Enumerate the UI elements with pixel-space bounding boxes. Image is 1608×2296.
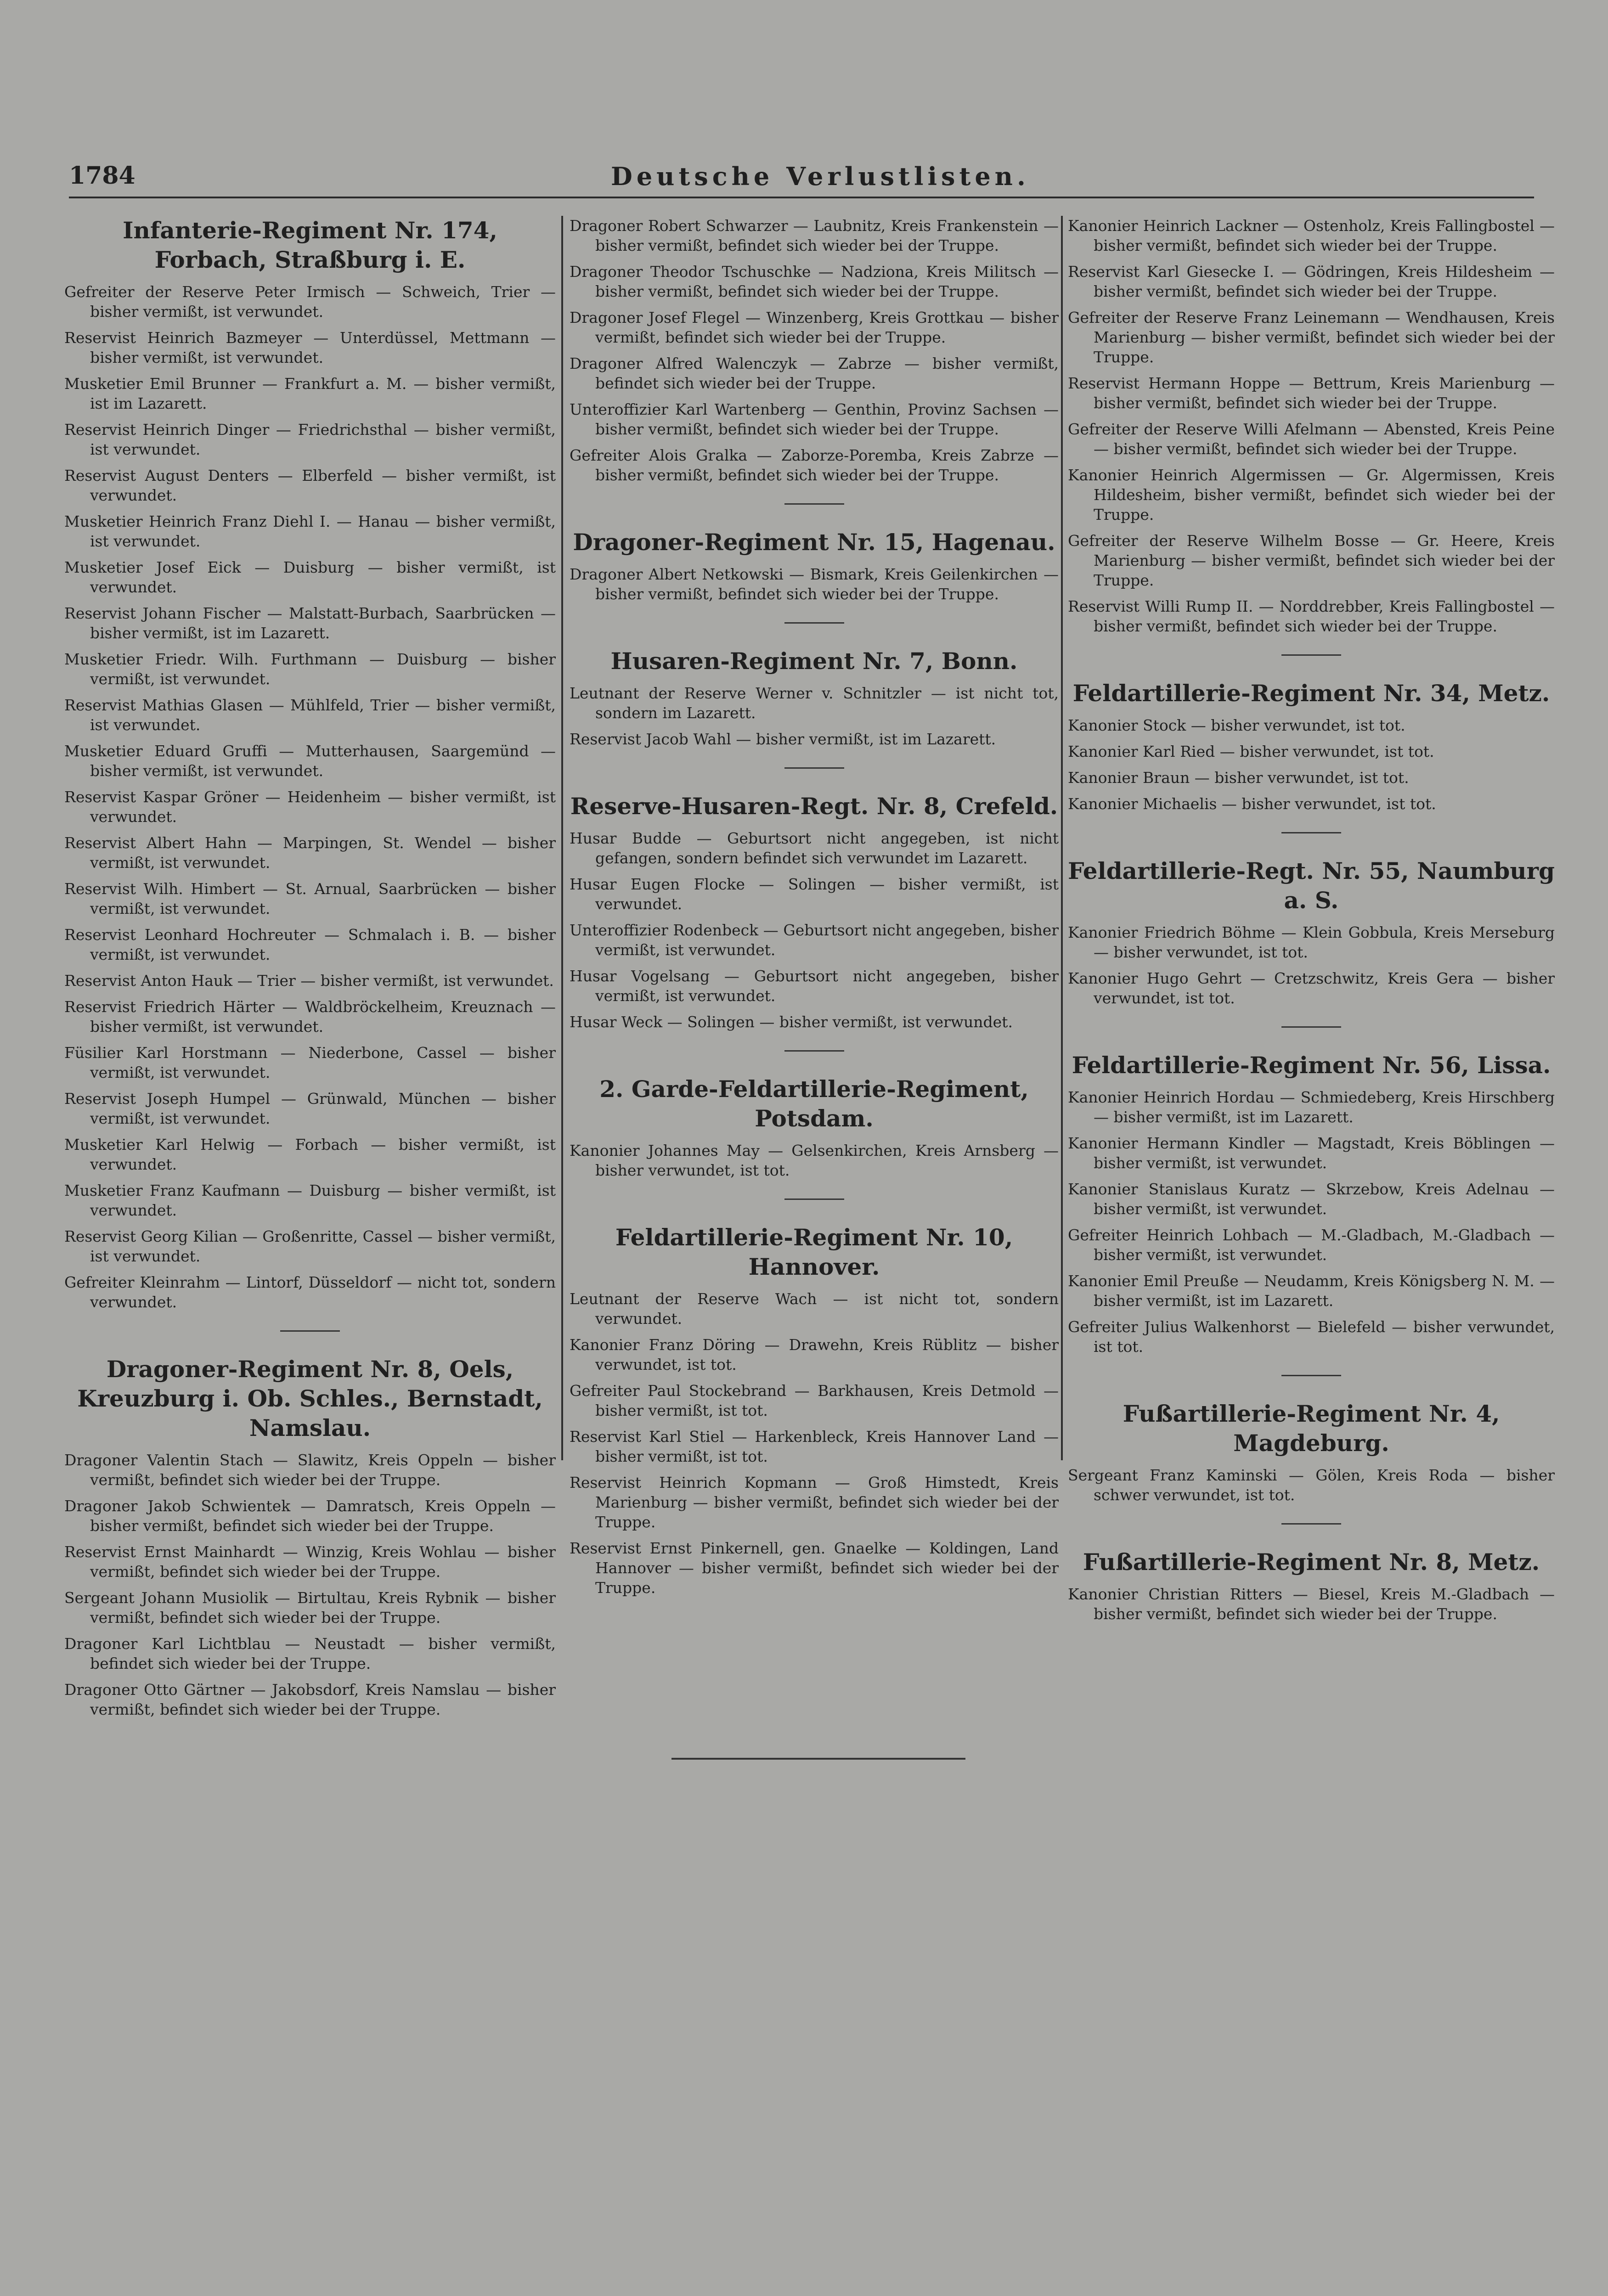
section-separator bbox=[1281, 654, 1341, 656]
casualty-entry: Reservist Anton Hauk — Trier — bisher vermißt, ist verwundet. bbox=[64, 972, 554, 990]
casualty-entry: Kanonier Emil Preuße — Neudamm, Kreis Königsberg N. M. — bisher vermißt, ist im Lazarett. bbox=[1068, 1272, 1555, 1310]
section-separator bbox=[1281, 832, 1341, 833]
regiment-section bbox=[64, 1355, 556, 1719]
regiment-section bbox=[1068, 1051, 1555, 1356]
casualty-entry: Kanonier Heinrich Lackner — Ostenholz, Kreis Fallingbostel — bisher vermißt, befindet sich wieder bei der Truppe. bbox=[1068, 217, 1555, 254]
casualty-entry: Gefreiter Paul Stockebrand — Barkhausen, Kreis Detmold — bisher vermißt, ist tot. bbox=[570, 1382, 1059, 1419]
section-separator bbox=[1281, 1375, 1341, 1376]
regiment-section bbox=[570, 647, 1059, 749]
casualty-entry: Reservist Hermann Hoppe — Bettrum, Kreis Marienburg — bisher vermißt, befindet sich wieder bei der Truppe. bbox=[1068, 374, 1555, 412]
casualty-entry: Reservist Joseph Humpel — Grünwald, München — bisher vermißt, ist verwundet. bbox=[64, 1090, 556, 1127]
regiment-heading: Feldartillerie-Regt. Nr. 55, Naumburg a. S. bbox=[1068, 857, 1555, 914]
casualty-entry: Gefreiter Kleinrahm — Lintorf, Düsseldorf — nicht tot, sondern verwundet. bbox=[64, 1273, 556, 1311]
casualty-entry: Kanonier Friedrich Böhme — Klein Gobbula, Kreis Merseburg — bisher verwundet, ist tot. bbox=[1068, 923, 1555, 961]
casualty-entry: Dragoner Otto Gärtner — Jakobsdorf, Kreis Namslau — bisher vermißt, befindet sich wieder bei der Truppe. bbox=[64, 1681, 556, 1718]
column-divider bbox=[1061, 216, 1063, 1460]
casualty-entry: Dragoner Alfred Walenczyk — Zabrze — bisher vermißt, befindet sich wieder bei der Truppe. bbox=[570, 355, 1059, 392]
casualty-entry: Kanonier Hermann Kindler — Magstadt, Kreis Böblingen — bisher vermißt, ist verwundet. bbox=[1068, 1134, 1555, 1172]
casualty-entry: Musketier Franz Kaufmann — Duisburg — bisher vermißt, ist verwundet. bbox=[64, 1182, 556, 1219]
casualty-entry: Reservist Karl Stiel — Harkenbleck, Kreis Hannover Land — bisher vermißt, ist tot. bbox=[570, 1428, 1059, 1465]
casualty-entry: Reservist Kaspar Gröner — Heidenheim — bisher vermißt, ist verwundet. bbox=[64, 788, 556, 826]
regiment-heading: Husaren-Regiment Nr. 7, Bonn. bbox=[610, 647, 1018, 675]
regiment-heading: Reserve-Husaren-Regt. Nr. 8, Crefeld. bbox=[570, 793, 1058, 820]
section-separator bbox=[1281, 1523, 1341, 1525]
casualty-entry: Reservist Friedrich Härter — Waldbröckelheim, Kreuznach — bisher vermißt, ist verwundet. bbox=[64, 998, 556, 1035]
casualty-entry: Gefreiter der Reserve Franz Leinemann — Wendhausen, Kreis Marienburg — bisher vermißt, befindet sich wieder bei der Truppe. bbox=[1068, 309, 1555, 366]
casualty-entry: Dragoner Valentin Stach — Slawitz, Kreis Oppeln — bisher vermißt, befindet sich wieder bei der Truppe. bbox=[64, 1451, 556, 1489]
casualty-entry: Gefreiter Alois Gralka — Zaborze-Poremba, Kreis Zabrze — bisher vermißt, befindet sich wieder bei der Truppe. bbox=[570, 446, 1059, 484]
regiment-heading: Infanterie-Regiment Nr. 174, Forbach, Straßburg i. E. bbox=[123, 217, 497, 273]
regiment-heading: Fußartillerie-Regiment Nr. 8, Metz. bbox=[1083, 1548, 1540, 1576]
casualty-entry: Unteroffizier Karl Wartenberg — Genthin, Provinz Sachsen — bisher vermißt, befindet sich wieder bei der Truppe. bbox=[570, 400, 1059, 438]
casualty-entry: Kanonier Stanislaus Kuratz — Skrzebow, Kreis Adelnau — bisher vermißt, ist verwundet. bbox=[1068, 1180, 1555, 1218]
regiment-section bbox=[1068, 679, 1555, 814]
regiment-section bbox=[570, 216, 1059, 485]
casualty-entry: Reservist Willi Rump II. — Norddrebber, Kreis Fallingbostel — bisher vermißt, befindet sich wieder bei der Truppe. bbox=[1068, 597, 1555, 635]
casualty-entry: Reservist Jacob Wahl — bisher vermißt, ist im Lazarett. bbox=[570, 730, 996, 748]
regiment-section bbox=[570, 1075, 1059, 1180]
page-number: 1784 bbox=[69, 162, 135, 190]
casualty-entry: Füsilier Karl Horstmann — Niederbone, Cassel — bisher vermißt, ist verwundet. bbox=[64, 1044, 556, 1081]
casualty-entry: Reservist Heinrich Dinger — Friedrichsthal — bisher vermißt, ist verwundet. bbox=[64, 421, 556, 458]
casualty-entry: Leutnant der Reserve Wach — ist nicht tot, sondern verwundet. bbox=[570, 1290, 1059, 1328]
regiment-heading: Feldartillerie-Regiment Nr. 34, Metz. bbox=[1072, 680, 1550, 707]
casualty-entry: Dragoner Robert Schwarzer — Laubnitz, Kreis Frankenstein — bisher vermißt, befindet sich wieder bei der Truppe. bbox=[570, 217, 1059, 254]
casualty-entry: Reservist Karl Giesecke I. — Gödringen, Kreis Hildesheim — bisher vermißt, befindet sich wieder bei der Truppe. bbox=[1068, 263, 1555, 300]
page-header bbox=[69, 162, 1539, 194]
casualty-entry: Leutnant der Reserve Werner v. Schnitzler — ist nicht tot, sondern im Lazarett. bbox=[570, 684, 1059, 722]
regiment-heading: Fußartillerie-Regiment Nr. 4, Magdeburg. bbox=[1123, 1400, 1500, 1457]
casualty-entry: Husar Budde — Geburtsort nicht angegeben, ist nicht gefangen, sondern befindet sich verwundet im Lazarett. bbox=[570, 829, 1059, 867]
casualty-entry: Sergeant Johann Musiolik — Birtultau, Kreis Rybnik — bisher vermißt, befindet sich wieder bei der Truppe. bbox=[64, 1589, 556, 1626]
casualty-entry: Reservist Wilh. Himbert — St. Arnual, Saarbrücken — bisher vermißt, ist verwundet. bbox=[64, 880, 556, 917]
casualty-entry: Musketier Josef Eick — Duisburg — bisher vermißt, ist verwundet. bbox=[64, 558, 556, 596]
section-separator bbox=[784, 767, 844, 769]
casualty-entry: Reservist Ernst Pinkernell, gen. Gnaelke — Koldingen, Land Hannover — bisher vermißt, befindet sich wieder bei der Truppe. bbox=[570, 1539, 1059, 1597]
regiment-section bbox=[570, 1223, 1059, 1598]
casualty-entry: Musketier Heinrich Franz Diehl I. — Hanau — bisher vermißt, ist verwundet. bbox=[64, 512, 556, 550]
regiment-section bbox=[1068, 1548, 1555, 1624]
section-separator bbox=[1281, 1026, 1341, 1028]
casualty-entry: Husar Weck — Solingen — bisher vermißt, ist verwundet. bbox=[570, 1013, 1013, 1031]
casualty-entry: Sergeant Franz Kaminski — Gölen, Kreis Roda — bisher schwer verwundet, ist tot. bbox=[1068, 1466, 1555, 1504]
casualty-entry: Husar Vogelsang — Geburtsort nicht angegeben, bisher vermißt, ist verwundet. bbox=[570, 967, 1059, 1005]
casualty-entry: Kanonier Johannes May — Gelsenkirchen, Kreis Arnsberg — bisher verwundet, ist tot. bbox=[570, 1142, 1059, 1179]
casualty-entry: Reservist Heinrich Kopmann — Groß Himstedt, Kreis Marienburg — bisher vermißt, befindet sich wieder bei der Truppe. bbox=[570, 1474, 1059, 1531]
casualty-entry: Kanonier Heinrich Hordau — Schmiedeberg, Kreis Hirschberg — bisher vermißt, ist im Lazarett. bbox=[1068, 1088, 1555, 1126]
regiment-heading: Dragoner-Regiment Nr. 8, Oels, Kreuzburg i. Ob. Schles., Bernstadt, Namslau. bbox=[77, 1356, 543, 1441]
casualty-entry: Unteroffizier Rodenbeck — Geburtsort nicht angegeben, bisher vermißt, ist verwundet. bbox=[570, 921, 1059, 959]
section-separator bbox=[280, 1330, 340, 1332]
column-3 bbox=[1068, 216, 1555, 1630]
casualty-entry: Musketier Eduard Gruffi — Mutterhausen, Saargemünd — bisher vermißt, ist verwundet. bbox=[64, 742, 556, 780]
column-divider bbox=[561, 216, 563, 1460]
casualty-entry: Musketier Friedr. Wilh. Furthmann — Duisburg — bisher vermißt, ist verwundet. bbox=[64, 650, 556, 688]
casualty-entry: Dragoner Theodor Tschuschke — Nadziona, Kreis Militsch — bisher vermißt, befindet sich wieder bei der Truppe. bbox=[570, 263, 1059, 300]
casualty-entry: Musketier Emil Brunner — Frankfurt a. M. — bisher vermißt, ist im Lazarett. bbox=[64, 375, 556, 412]
column-1 bbox=[64, 216, 556, 1726]
regiment-section bbox=[1068, 856, 1555, 1008]
casualty-entry: Reservist Georg Kilian — Großenritte, Cassel — bisher vermißt, ist verwundet. bbox=[64, 1227, 556, 1265]
casualty-entry: Dragoner Josef Flegel — Winzenberg, Kreis Grottkau — bisher vermißt, befindet sich wieder bei der Truppe. bbox=[570, 309, 1059, 346]
column-2 bbox=[570, 216, 1059, 1604]
section-separator bbox=[784, 622, 844, 624]
casualty-entry: Gefreiter der Reserve Willi Afelmann — Abensted, Kreis Peine — bisher vermißt, befindet sich wieder bei der Truppe. bbox=[1068, 420, 1555, 458]
casualty-entry: Kanonier Franz Döring — Drawehn, Kreis Rüblitz — bisher verwundet, ist tot. bbox=[570, 1336, 1059, 1373]
section-separator bbox=[784, 1199, 844, 1200]
casualty-entry: Gefreiter Heinrich Lohbach — M.-Gladbach, M.-Gladbach — bisher vermißt, ist verwundet. bbox=[1068, 1226, 1555, 1264]
regiment-section bbox=[570, 792, 1059, 1032]
regiment-section bbox=[64, 216, 556, 1312]
casualty-entry: Kanonier Stock — bisher verwundet, ist tot. bbox=[1068, 716, 1405, 734]
casualty-entry: Gefreiter der Reserve Peter Irmisch — Schweich, Trier — bisher vermißt, ist verwundet. bbox=[64, 283, 556, 321]
casualty-entry: Reservist Ernst Mainhardt — Winzig, Kreis Wohlau — bisher vermißt, befindet sich wieder bei der Truppe. bbox=[64, 1543, 556, 1581]
casualty-entry: Musketier Karl Helwig — Forbach — bisher vermißt, ist verwundet. bbox=[64, 1136, 556, 1173]
casualty-entry: Reservist Mathias Glasen — Mühlfeld, Trier — bisher vermißt, ist verwundet. bbox=[64, 696, 556, 734]
casualty-entry: Gefreiter Julius Walkenhorst — Bielefeld — bisher verwundet, ist tot. bbox=[1068, 1318, 1555, 1356]
casualty-entry: Kanonier Braun — bisher verwundet, ist tot. bbox=[1068, 769, 1409, 787]
page-title: Deutsche Verlustlisten. bbox=[611, 162, 1030, 191]
casualty-entry: Gefreiter der Reserve Wilhelm Bosse — Gr. Heere, Kreis Marienburg — bisher vermißt, befindet sich wieder bei der Truppe. bbox=[1068, 532, 1555, 589]
casualty-entry: Reservist Heinrich Bazmeyer — Unterdüssel, Mettmann — bisher vermißt, ist verwundet. bbox=[64, 329, 556, 366]
casualty-entry: Reservist Johann Fischer — Malstatt-Burbach, Saarbrücken — bisher vermißt, ist im Lazarett. bbox=[64, 604, 556, 642]
casualty-entry: Reservist Albert Hahn — Marpingen, St. Wendel — bisher vermißt, ist verwundet. bbox=[64, 834, 556, 872]
end-rule bbox=[671, 1758, 965, 1760]
regiment-heading: Feldartillerie-Regiment Nr. 56, Lissa. bbox=[1072, 1052, 1551, 1079]
casualty-entry: Reservist August Denters — Elberfeld — bisher vermißt, ist verwundet. bbox=[64, 467, 556, 504]
casualty-entry: Reservist Leonhard Hochreuter — Schmalach i. B. — bisher vermißt, ist verwundet. bbox=[64, 926, 556, 963]
regiment-section bbox=[1068, 1399, 1555, 1505]
regiment-section bbox=[570, 528, 1059, 604]
casualty-entry: Dragoner Jakob Schwientek — Damratsch, Kreis Oppeln — bisher vermißt, befindet sich wieder bei der Truppe. bbox=[64, 1497, 556, 1535]
casualty-entry: Kanonier Karl Ried — bisher verwundet, ist tot. bbox=[1068, 743, 1434, 760]
casualty-entry: Kanonier Hugo Gehrt — Cretzschwitz, Kreis Gera — bisher verwundet, ist tot. bbox=[1068, 969, 1555, 1007]
regiment-heading: Dragoner-Regiment Nr. 15, Hagenau. bbox=[573, 529, 1055, 556]
casualty-entry: Dragoner Karl Lichtblau — Neustadt — bisher vermißt, befindet sich wieder bei der Truppe. bbox=[64, 1635, 556, 1672]
casualty-entry: Kanonier Christian Ritters — Biesel, Kreis M.-Gladbach — bisher vermißt, befindet sich wieder bei der Truppe. bbox=[1068, 1585, 1555, 1623]
section-separator bbox=[784, 1050, 844, 1052]
regiment-section bbox=[1068, 216, 1555, 636]
casualty-entry: Kanonier Michaelis — bisher verwundet, ist tot. bbox=[1068, 795, 1436, 813]
regiment-heading: Feldartillerie-Regiment Nr. 10, Hannover. bbox=[615, 1224, 1013, 1280]
header-rule bbox=[69, 197, 1534, 198]
casualty-entry: Kanonier Heinrich Algermissen — Gr. Algermissen, Kreis Hildesheim, bisher vermißt, befindet sich wieder bei der Truppe. bbox=[1068, 466, 1555, 523]
casualty-entry: Dragoner Albert Netkowski — Bismark, Kreis Geilenkirchen — bisher vermißt, befindet sich wieder bei der Truppe. bbox=[570, 565, 1059, 603]
casualty-entry: Husar Eugen Flocke — Solingen — bisher vermißt, ist verwundet. bbox=[570, 875, 1059, 913]
regiment-heading: 2. Garde-Feldartillerie-Regiment, Potsdam. bbox=[599, 1075, 1029, 1132]
section-separator bbox=[784, 503, 844, 505]
